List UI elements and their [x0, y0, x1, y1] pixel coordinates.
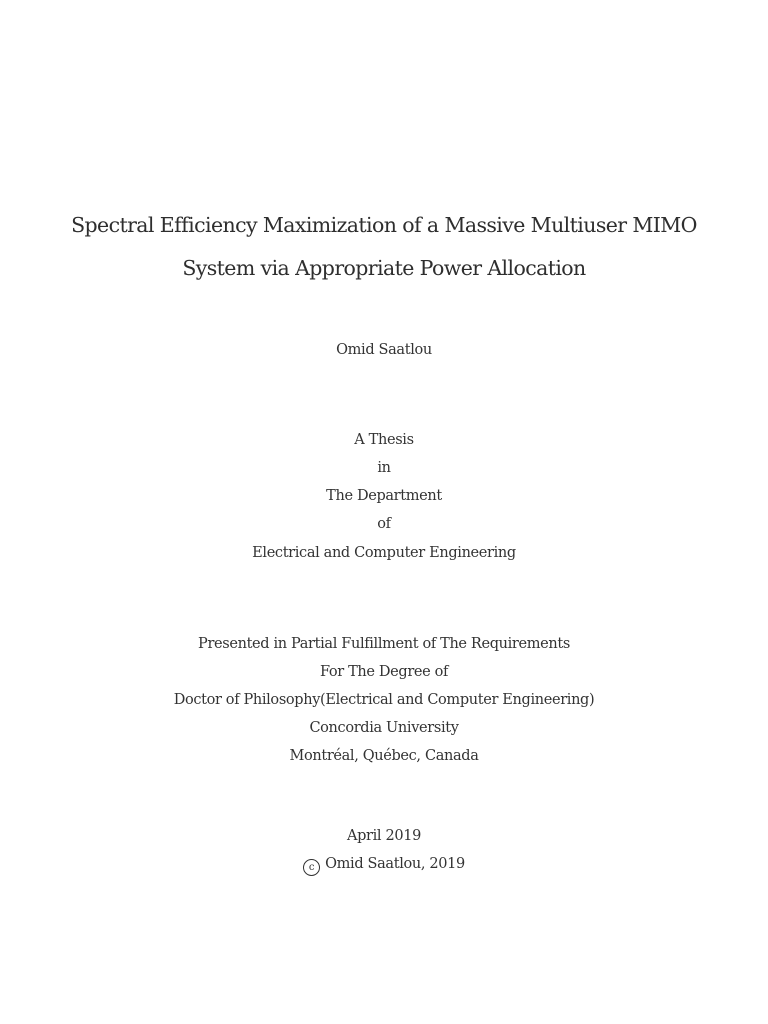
- fulfillment-statement: Presented in Partial Fulfillment of The Requirements: [198, 636, 570, 652]
- thesis-in-line: in: [377, 460, 391, 476]
- thesis-title-line-2: System via Appropriate Power Allocation: [182, 256, 586, 280]
- department-name: Electrical and Computer Engineering: [252, 545, 516, 561]
- submission-date: April 2019: [347, 828, 421, 844]
- thesis-of-line: of: [377, 516, 391, 532]
- university-name: Concordia University: [309, 720, 459, 736]
- copyright-text: Omid Saatlou, 2019: [325, 856, 465, 872]
- copyright-notice: [0, 855, 768, 876]
- degree-intro: For The Degree of: [319, 664, 449, 680]
- degree-name: Doctor of Philosophy(Electrical and Computer Engineering): [173, 692, 595, 708]
- author-name: Omid Saatlou: [336, 342, 432, 358]
- thesis-title-line-1: Spectral Efficiency Maximization of a Massive Multiuser MIMO: [71, 213, 697, 237]
- department-line: The Department: [326, 488, 442, 504]
- copyright-icon: c: [303, 859, 320, 876]
- university-location: Montréal, Québec, Canada: [289, 748, 479, 764]
- thesis-type-line: A Thesis: [354, 432, 414, 448]
